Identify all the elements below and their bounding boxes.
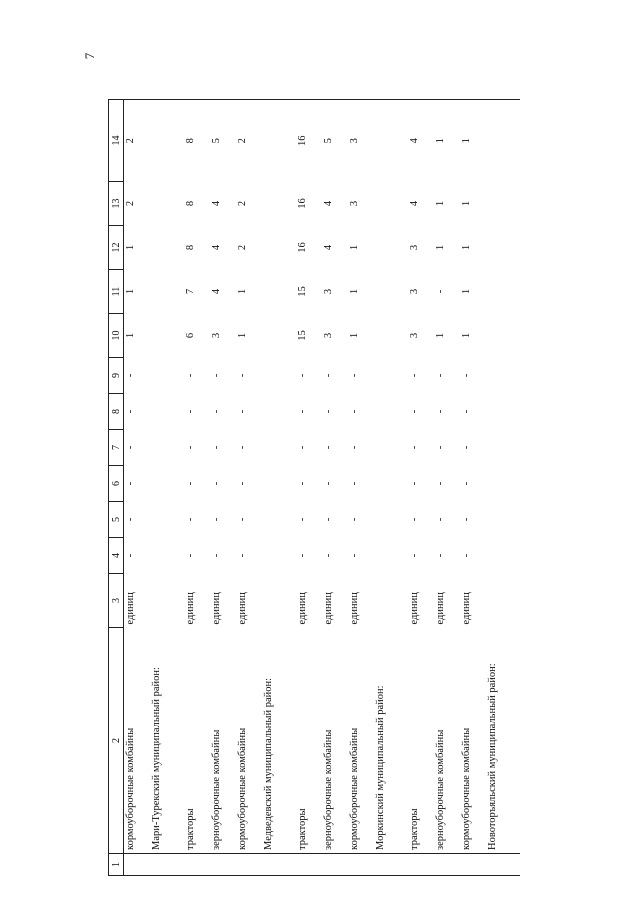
table-cell: 3 xyxy=(349,200,360,207)
table-cell: - xyxy=(297,517,308,522)
table-cell: 1 xyxy=(434,100,460,182)
table-cell: 1 xyxy=(435,332,446,339)
table-cell: - xyxy=(461,373,472,378)
table-cell: 4 xyxy=(211,244,222,251)
table-cell xyxy=(486,358,520,394)
table-cell: 3 xyxy=(323,288,334,295)
table-cell: 1 xyxy=(125,244,136,251)
table-cell: - xyxy=(409,481,420,486)
table-cell: - xyxy=(125,373,136,378)
table-row xyxy=(408,100,434,876)
table-cell: единиц xyxy=(185,592,196,625)
table-cell xyxy=(150,430,184,466)
table-cell: 8 xyxy=(185,244,196,251)
table-cell xyxy=(348,854,374,876)
table-cell: - xyxy=(185,445,196,450)
table-cell xyxy=(374,314,408,358)
table-cell xyxy=(150,314,184,358)
table-cell xyxy=(150,358,184,394)
table-cell: - xyxy=(323,517,334,522)
table-cell: 15 xyxy=(297,330,308,341)
table-cell xyxy=(150,538,184,574)
table-row xyxy=(124,100,151,876)
table-cell xyxy=(262,100,296,182)
table-cell: - xyxy=(461,553,472,558)
table-cell: - xyxy=(185,553,196,558)
table-cell xyxy=(374,854,408,876)
table-cell: Мари-Турекский муниципальный район: xyxy=(150,628,184,854)
table-cell xyxy=(374,466,408,502)
table-cell: - xyxy=(125,553,136,558)
table-cell: - xyxy=(237,373,248,378)
table-cell: - xyxy=(211,481,222,486)
table-cell: кормоуборочные комбайны xyxy=(460,628,486,854)
table-cell: - xyxy=(211,445,222,450)
table-cell xyxy=(374,182,408,226)
table-cell: единиц xyxy=(349,592,360,625)
table-row xyxy=(236,100,262,876)
table-cell xyxy=(486,226,520,270)
table-cell: 2 xyxy=(236,100,262,182)
table-cell: 8 xyxy=(185,200,196,207)
column-header-3: 3 xyxy=(109,574,124,628)
table-cell: 4 xyxy=(323,244,334,251)
table-cell: - xyxy=(237,409,248,414)
column-header-7: 7 xyxy=(109,430,124,466)
table-cell: 1 xyxy=(237,288,248,295)
table-cell xyxy=(374,358,408,394)
table-cell xyxy=(262,226,296,270)
table-cell: 15 xyxy=(297,286,308,297)
table-cell: - xyxy=(461,481,472,486)
table-cell xyxy=(486,314,520,358)
table-cell: - xyxy=(435,517,446,522)
table-cell: - xyxy=(349,373,360,378)
table-cell xyxy=(262,854,296,876)
table-cell: 16 xyxy=(296,100,322,182)
table-cell: - xyxy=(323,445,334,450)
table-cell: 2 xyxy=(237,200,248,207)
table-cell: 2 xyxy=(124,100,151,182)
table-cell xyxy=(150,502,184,538)
table-cell: 1 xyxy=(435,244,446,251)
table-cell xyxy=(374,100,408,182)
column-header-11: 11 xyxy=(109,270,124,314)
column-header-12: 12 xyxy=(109,226,124,270)
table-cell xyxy=(262,466,296,502)
table-cell xyxy=(486,270,520,314)
table-cell: - xyxy=(461,517,472,522)
table-cell: - xyxy=(435,409,446,414)
column-header-8: 8 xyxy=(109,394,124,430)
table-cell xyxy=(184,854,210,876)
table-cell xyxy=(486,538,520,574)
table-cell: 3 xyxy=(211,332,222,339)
table-cell: 7 xyxy=(185,288,196,295)
table-cell: - xyxy=(237,517,248,522)
table-cell: - xyxy=(185,517,196,522)
district-row xyxy=(486,100,520,876)
table-cell xyxy=(486,502,520,538)
table-cell xyxy=(150,394,184,430)
district-row xyxy=(150,100,184,876)
table-cell: - xyxy=(297,481,308,486)
table-cell xyxy=(296,854,322,876)
column-header-4: 4 xyxy=(109,538,124,574)
table-cell: единиц xyxy=(435,592,446,625)
table-cell: 4 xyxy=(323,200,334,207)
table-cell xyxy=(262,502,296,538)
table-cell: единиц xyxy=(125,592,136,625)
table-cell: - xyxy=(185,409,196,414)
table-cell: 4 xyxy=(211,288,222,295)
table-cell: 1 xyxy=(461,332,472,339)
table-cell: 16 xyxy=(297,242,308,253)
table-cell: - xyxy=(461,409,472,414)
table-cell: - xyxy=(409,445,420,450)
table-cell xyxy=(262,314,296,358)
table-cell xyxy=(374,538,408,574)
table-cell: - xyxy=(409,409,420,414)
column-header-5: 5 xyxy=(109,502,124,538)
district-row xyxy=(262,100,296,876)
table-cell: 4 xyxy=(409,200,420,207)
table-cell: - xyxy=(349,517,360,522)
table-cell: 2 xyxy=(125,200,136,207)
table-cell: - xyxy=(349,445,360,450)
table-cell: - xyxy=(211,373,222,378)
table-cell xyxy=(262,574,296,628)
table-cell: - xyxy=(297,553,308,558)
table-cell xyxy=(486,182,520,226)
table-cell xyxy=(374,430,408,466)
table-cell: - xyxy=(323,409,334,414)
column-header-2: 2 xyxy=(109,628,124,854)
table-cell: - xyxy=(125,481,136,486)
table-cell: - xyxy=(435,445,446,450)
table-cell: 1 xyxy=(461,244,472,251)
table-cell: Моркинский муниципальный район: xyxy=(374,628,408,854)
table-cell: тракторы xyxy=(408,628,434,854)
table-cell: зерноуборочные комбайны xyxy=(210,628,236,854)
table-cell: единиц xyxy=(409,592,420,625)
table-cell: 4 xyxy=(408,100,434,182)
table-cell: кормоуборочные комбайны xyxy=(236,628,262,854)
rotated-table-container xyxy=(108,100,558,876)
table-cell: - xyxy=(237,445,248,450)
table-cell xyxy=(374,574,408,628)
table-cell: 3 xyxy=(409,288,420,295)
table-cell: - xyxy=(323,553,334,558)
district-row xyxy=(374,100,408,876)
table-row xyxy=(210,100,236,876)
table-cell xyxy=(262,270,296,314)
table-cell xyxy=(124,854,151,876)
table-cell xyxy=(150,226,184,270)
column-header-6: 6 xyxy=(109,466,124,502)
table-cell: зерноуборочные комбайны xyxy=(322,628,348,854)
table-cell xyxy=(408,854,434,876)
table-cell: - xyxy=(323,481,334,486)
table-cell xyxy=(486,394,520,430)
table-cell xyxy=(150,466,184,502)
column-header-9: 9 xyxy=(109,358,124,394)
table-cell: - xyxy=(461,445,472,450)
column-header-13: 13 xyxy=(109,182,124,226)
table-cell xyxy=(486,430,520,466)
table-cell xyxy=(150,100,184,182)
table-cell: - xyxy=(409,517,420,522)
column-header-10: 10 xyxy=(109,314,124,358)
table-cell: 1 xyxy=(349,288,360,295)
column-header-1: 1 xyxy=(109,854,124,876)
table-cell: 1 xyxy=(349,244,360,251)
table-cell xyxy=(486,574,520,628)
table-cell: 3 xyxy=(348,100,374,182)
equipment-table xyxy=(108,99,520,876)
table-cell: тракторы xyxy=(296,628,322,854)
table-cell: Медведевский муниципальный район: xyxy=(262,628,296,854)
table-cell: - xyxy=(237,481,248,486)
table-cell: 1 xyxy=(461,288,472,295)
table-row xyxy=(348,100,374,876)
table-cell xyxy=(262,394,296,430)
table-cell: - xyxy=(435,289,446,294)
table-cell xyxy=(434,854,460,876)
page-number: 7 xyxy=(82,52,97,60)
table-cell: единиц xyxy=(461,592,472,625)
table-cell: 3 xyxy=(409,244,420,251)
table-cell xyxy=(150,574,184,628)
table-cell xyxy=(374,394,408,430)
table-cell: - xyxy=(125,445,136,450)
table-cell: - xyxy=(349,481,360,486)
table-cell xyxy=(322,854,348,876)
table-cell: - xyxy=(237,553,248,558)
table-cell xyxy=(374,270,408,314)
table-cell: 1 xyxy=(125,332,136,339)
table-cell: - xyxy=(211,409,222,414)
table-cell: 1 xyxy=(460,100,486,182)
table-cell: - xyxy=(297,445,308,450)
table-cell: 1 xyxy=(461,200,472,207)
table-cell: - xyxy=(435,373,446,378)
table-cell: единиц xyxy=(323,592,334,625)
table-cell: 2 xyxy=(237,244,248,251)
table-cell: 3 xyxy=(409,332,420,339)
table-cell: - xyxy=(125,409,136,414)
table-cell: единиц xyxy=(237,592,248,625)
table-cell: - xyxy=(297,409,308,414)
table-cell: - xyxy=(409,553,420,558)
table-cell: - xyxy=(349,553,360,558)
table-row xyxy=(460,100,486,876)
table-cell xyxy=(374,502,408,538)
table-cell: - xyxy=(211,517,222,522)
table-cell xyxy=(150,854,184,876)
table-cell xyxy=(262,430,296,466)
table-cell: зерноуборочные комбайны xyxy=(434,628,460,854)
table-cell: - xyxy=(435,553,446,558)
table-cell xyxy=(486,854,520,876)
table-cell: 8 xyxy=(184,100,210,182)
table-cell: - xyxy=(349,409,360,414)
column-header-14: 14 xyxy=(109,100,124,182)
table-cell: тракторы xyxy=(184,628,210,854)
table-body xyxy=(124,100,521,876)
table-cell xyxy=(262,358,296,394)
table-cell: - xyxy=(185,481,196,486)
table-row xyxy=(322,100,348,876)
table-cell: 1 xyxy=(349,332,360,339)
table-cell: 16 xyxy=(297,198,308,209)
table-cell: единиц xyxy=(211,592,222,625)
table-cell: - xyxy=(185,373,196,378)
table-cell xyxy=(486,100,520,182)
table-cell: - xyxy=(435,481,446,486)
table-row xyxy=(296,100,322,876)
table-cell: 6 xyxy=(185,332,196,339)
table-cell: кормоуборочные комбайны xyxy=(348,628,374,854)
table-cell xyxy=(374,226,408,270)
table-cell: 1 xyxy=(125,288,136,295)
table-cell: 3 xyxy=(323,332,334,339)
table-cell: - xyxy=(125,517,136,522)
table-cell: - xyxy=(323,373,334,378)
table-cell: 5 xyxy=(322,100,348,182)
table-cell: - xyxy=(409,373,420,378)
table-cell: - xyxy=(211,553,222,558)
table-cell: 1 xyxy=(435,200,446,207)
table-cell xyxy=(460,854,486,876)
table-cell xyxy=(486,466,520,502)
table-cell: 5 xyxy=(210,100,236,182)
table-cell: - xyxy=(297,373,308,378)
table-row xyxy=(184,100,210,876)
table-cell xyxy=(150,270,184,314)
table-cell xyxy=(150,182,184,226)
table-cell xyxy=(236,854,262,876)
table-cell: кормоуборочные комбайны xyxy=(124,628,151,854)
table-cell: единиц xyxy=(297,592,308,625)
table-row xyxy=(434,100,460,876)
table-cell: Новоторъяльский муниципальный район: xyxy=(486,628,520,854)
table-cell: 1 xyxy=(237,332,248,339)
table-cell xyxy=(210,854,236,876)
table-cell xyxy=(262,182,296,226)
table-cell: 4 xyxy=(211,200,222,207)
table-header-row xyxy=(109,100,124,876)
table-cell xyxy=(262,538,296,574)
